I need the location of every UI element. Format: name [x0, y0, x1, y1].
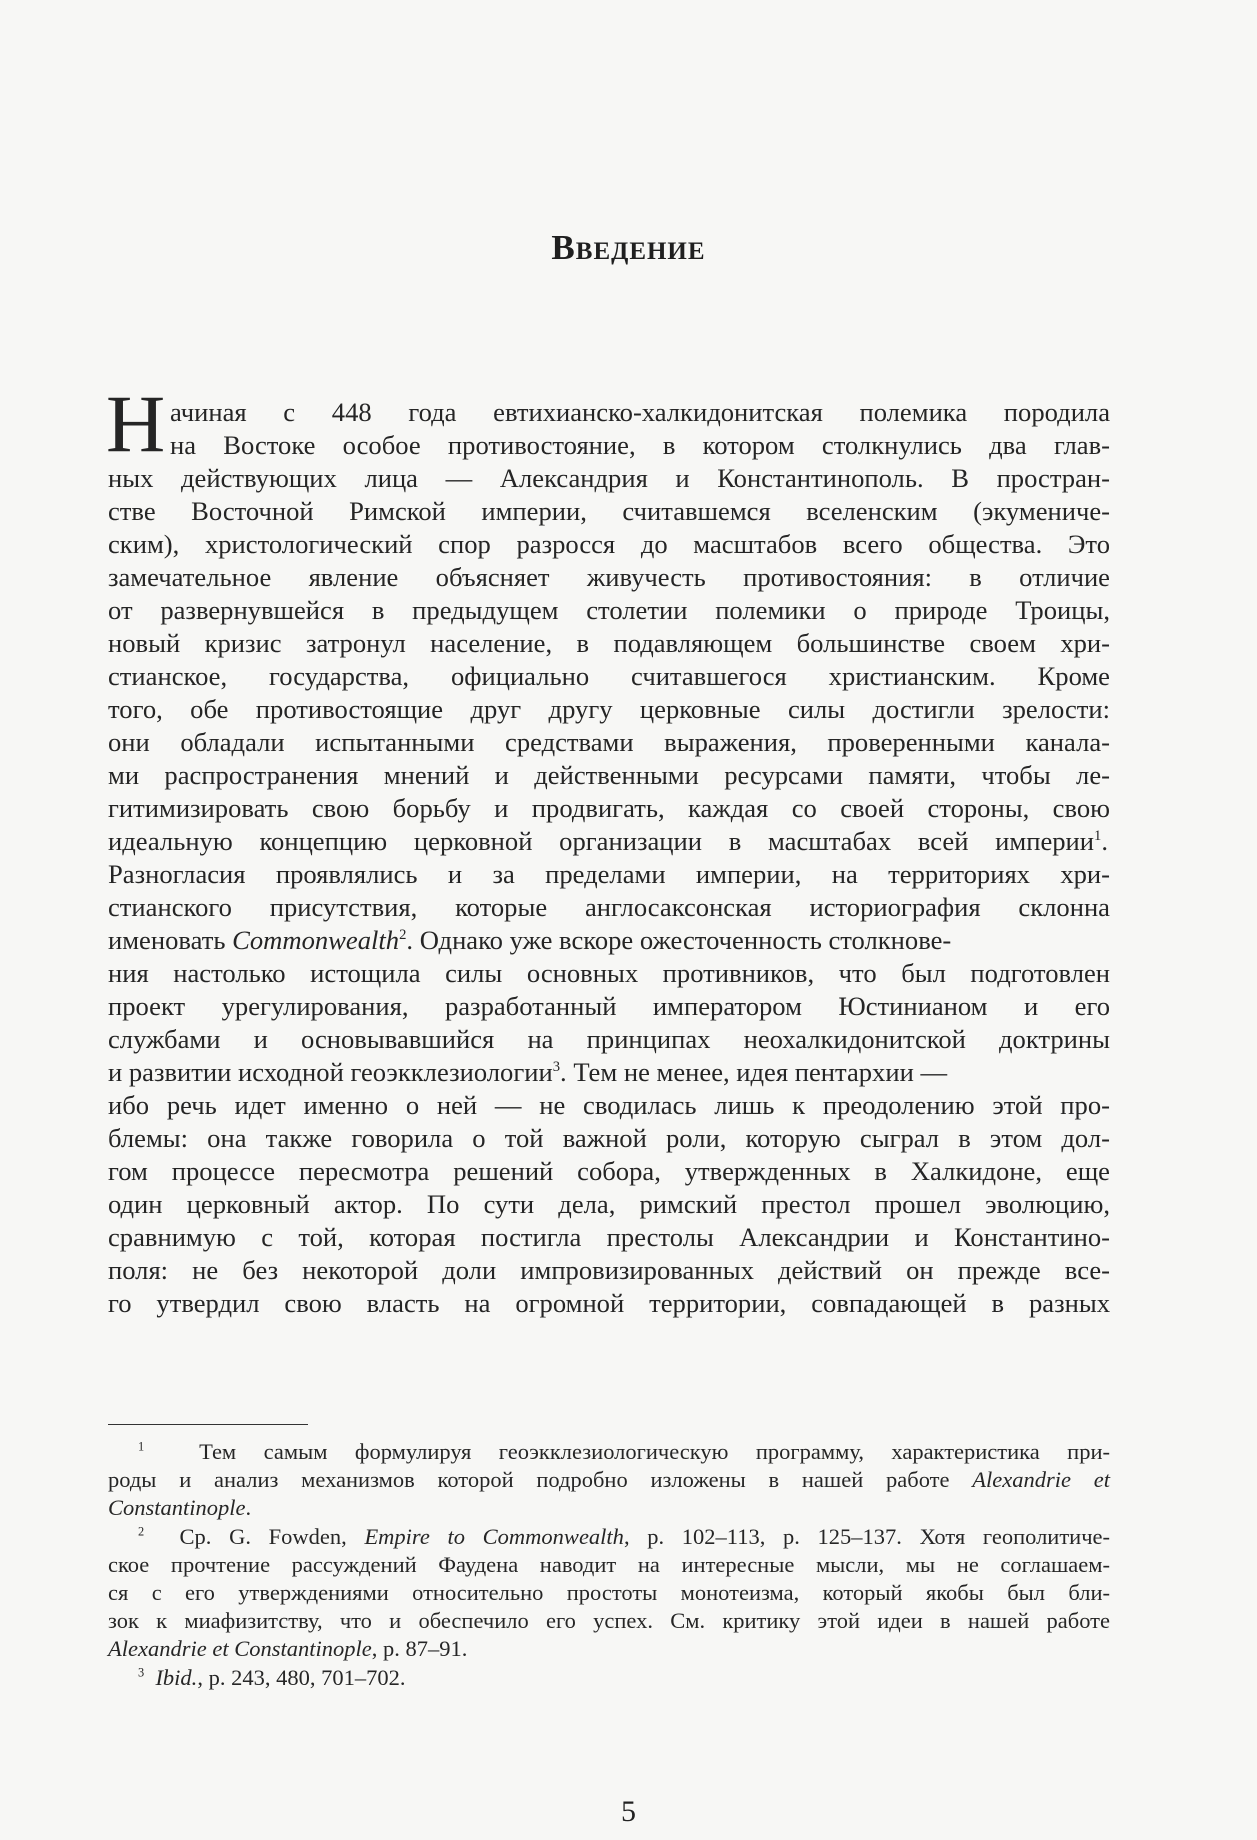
body-line: гом процессе пересмотра решений собора, утвержденных в Халкидоне, еще — [108, 1156, 1110, 1186]
footnote-2-line: Alexandrie et Constantinople, p. 87–91. — [108, 1636, 468, 1661]
body-line: го утвердил свою власть на огромной территории, совпадающей в разных — [108, 1288, 1110, 1318]
footnote-mark: 2 — [138, 1524, 145, 1539]
footnote-1-line: $^1$ Тем самым формулируя геоэкклезиологическую программу, характеристика при- — [138, 1439, 1110, 1464]
footnote-ref: 2 — [399, 927, 407, 944]
italic-title: Constantinople — [108, 1495, 246, 1520]
body-line-with-footnote — [108, 924, 1110, 957]
italic-title: Alexandrie et Constantinople — [108, 1636, 372, 1661]
body-line: стианское, государства, официально считавшегося христианским. Кроме — [108, 661, 1110, 691]
body-line: ных действующих лица — Александрия и Константинополь. В простран- — [108, 463, 1110, 493]
body-line: сравнимую с той, которая постигла престолы Александрии и Константино- — [108, 1222, 1110, 1252]
body-line: ми распространения мнений и действенными ресурсами памяти, чтобы ле- — [108, 760, 1110, 790]
footnote-2-line: ся с его утверждениями относительно простоты монотеизма, который якобы был бли- — [108, 1580, 1110, 1605]
body-line-with-footnote — [108, 1056, 1110, 1089]
body-line: ния настолько истощила силы основных противников, что был подготовлен — [108, 958, 1110, 988]
body-text: именовать — [108, 925, 226, 955]
footnote-2-line: $^2$ Ср. G. Fowden, Empire to Commonwealth, p. 102–113, p. 125–137. Хотя геополитиче- — [138, 1524, 1111, 1549]
body-line: гитимизировать свою борьбу и продвигать, каждая со своей стороны, свою — [108, 793, 1110, 823]
italic-abbrev: Ibid. — [155, 1665, 198, 1690]
body-line: ачиная с 448 года евтихианско-халкидонитская полемика породила — [170, 397, 1110, 427]
body-line: от развернувшейся в предыдущем столетии полемики о природе Троицы, — [108, 595, 1110, 625]
body-line: стве Восточной Римской империи, считавшемся вселенским (экумениче- — [108, 496, 1110, 526]
body-text: . Тем не менее, идея пентархии — — [560, 1057, 948, 1087]
body-line-with-footnote: идеальную концепцию церковной организации в масштабах всей империи$^1$. — [108, 826, 1108, 856]
body-line: того, обе противостоящие друг другу церковные силы достигли зрелости: — [108, 694, 1110, 724]
body-line: ским), христологический спор разросся до масштабов всего общества. Это — [108, 529, 1110, 559]
chapter-title: Введение — [551, 228, 706, 267]
italic-term: Commonwealth — [232, 925, 400, 955]
body-line: замечательное явление объясняет живучесть противостояния: в отличие — [108, 562, 1110, 592]
body-text: идеальную концепцию церковной организации в масштабах всей империи — [108, 826, 1095, 856]
body-line: поля: не без некоторой доли импровизированных действий он прежде все- — [108, 1255, 1110, 1285]
body-line: Разногласия проявлялись и за пределами империи, на территориях хри- — [108, 859, 1110, 889]
body-line: стианского присутствия, которые англосаксонская историография склонна — [108, 892, 1110, 922]
body-text: и развитии исходной геоэкклезиологии — [108, 1057, 553, 1087]
drop-cap: Н — [106, 378, 166, 469]
body-line: они обладали испытанными средствами выражения, проверенными канала- — [108, 727, 1110, 757]
body-line: блемы: она также говорила о той важной роли, которую сыграл в этом дол- — [108, 1123, 1110, 1153]
footnote-2-line: ское прочтение рассуждений Фаудена наводит на интересные мысли, мы не соглашаем- — [108, 1552, 1110, 1577]
page-number: 5 — [621, 1795, 636, 1828]
body-line: новый кризис затронул население, в подавляющем большинстве своем хри- — [108, 628, 1110, 658]
body-line: ибо речь идет именно о ней — не сводилась лишь к преодолению этой про- — [108, 1090, 1110, 1120]
footnote-1-line: роды и анализ механизмов которой подробно изложены в нашей работе Alexandrie et — [108, 1467, 1111, 1492]
footnote-ref: 1 — [1094, 828, 1102, 845]
footnote-2-line: зок к миафизитству, что и обеспечило его успех. См. критику этой идеи в нашей работе — [108, 1608, 1110, 1633]
footnote-3-line: $^3$ Ibid., p. 243, 480, 701–702. — [138, 1665, 406, 1690]
body-line: на Востоке особое противостояние, в котором столкнулись два глав- — [170, 430, 1110, 460]
italic-title: Alexandrie et — [972, 1467, 1111, 1492]
footnote-divider — [108, 1424, 308, 1425]
body-line: проект урегулирования, разработанный императором Юстинианом и его — [108, 991, 1110, 1021]
body-line: один церковный актор. По сути дела, римский престол прошел эволюцию, — [108, 1189, 1110, 1219]
footnote-mark: 3 — [138, 1665, 145, 1680]
body-line: службами и основывавшийся на принципах неохалкидонитской доктрины — [108, 1024, 1110, 1054]
body-text: . Однако уже вскоре ожесточенность столкнове- — [406, 925, 952, 955]
footnote-1-line: Constantinople. — [108, 1495, 252, 1520]
italic-title: Empire to Commonwealth — [364, 1524, 624, 1549]
footnote-ref: 3 — [552, 1059, 561, 1076]
footnote-mark: 1 — [138, 1439, 145, 1454]
